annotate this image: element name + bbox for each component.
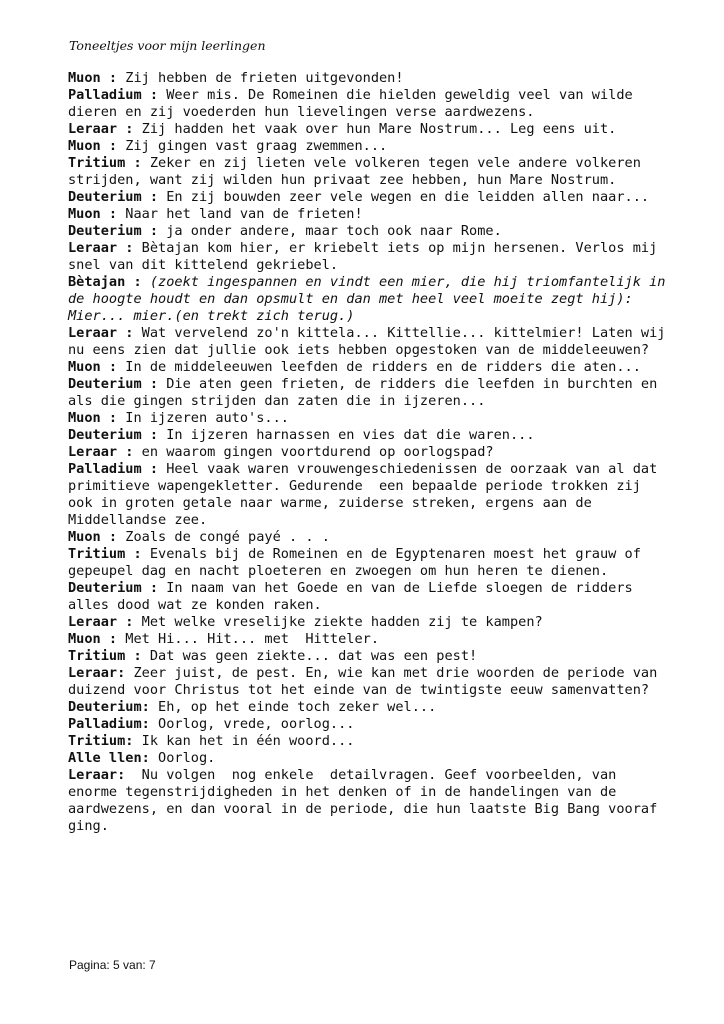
dialogue-line [68,155,668,189]
speaker-name: Muon : [68,410,118,426]
speaker-name: Palladium : [68,461,159,477]
spoken-text: Zij hebben de frieten uitgevonden! [117,70,404,86]
spoken-text: Evenals bij de Romeinen en de Egyptenaren moest het grauw of gepeupel dag en nacht ploeteren en zwoegen om hun heren te dienen. [68,546,650,579]
spoken-text: Zij gingen vast graag zwemmen... [117,138,388,154]
speaker-name: Muon : [68,631,118,647]
dialogue-line [68,546,668,580]
spoken-text: In de middeleeuwen leefden de ridders en de ridders die aten... [117,359,641,375]
spoken-text: Ik kan het in één woord... [133,733,355,749]
spoken-text: Dat was geen ziekte... dat was een pest! [141,648,478,664]
dialogue-line [68,189,668,206]
dialogue-body [68,70,674,835]
speaker-name: Palladium: [68,716,150,732]
speaker-name: Leraar: [68,665,126,681]
spoken-text: ja onder andere, maar toch ook naar Rome. [158,223,502,239]
speaker-name: Muon : [68,529,118,545]
speaker-name: Muon : [68,206,118,222]
dialogue-line [68,631,668,648]
speaker-name: Bètajan : [68,274,142,290]
spoken-text: En zij bouwden zeer vele wegen en die leidden allen naar... [158,189,650,205]
speaker-name: Leraar : [68,325,134,341]
dialogue-line [68,376,668,410]
dialogue-line [68,614,668,631]
speaker-name: Tritium : [68,155,142,171]
running-header: Toneeltjes voor mijn leerlingen [69,38,266,53]
speaker-name: Muon : [68,70,118,86]
spoken-text: Zeer juist, de pest. En, wie kan met drie woorden de periode van duizend voor Christus tot het einde van de twintigste eeuw samenvatten? [68,665,666,698]
spoken-text: In ijzeren auto's... [117,410,289,426]
spoken-text: Naar het land van de frieten! [117,206,363,222]
dialogue-line [68,750,668,767]
dialogue-line [68,410,668,427]
speaker-name: Leraar: [68,767,126,783]
speaker-name: Tritium: [68,733,134,749]
speaker-name: Leraar : [68,240,134,256]
page-number: Pagina: 5 van: 7 [69,958,156,972]
dialogue-line [68,240,668,274]
dialogue-line [68,665,668,699]
speaker-name: Deuterium : [68,223,159,239]
dialogue-line [68,121,668,138]
speaker-name: Muon : [68,138,118,154]
dialogue-line [68,444,668,461]
dialogue-line [68,648,668,665]
speaker-name: Deuterium: [68,699,150,715]
speaker-name: Deuterium : [68,427,159,443]
dialogue-line [68,206,668,223]
dialogue-line [68,580,668,614]
spoken-text: Eh, op het einde toch zeker wel... [149,699,437,715]
dialogue-line [68,767,668,835]
speaker-name: Palladium : [68,87,159,103]
speaker-name: Leraar : [68,444,134,460]
spoken-text: Met Hi... Hit... met Hitteler. [117,631,380,647]
dialogue-line [68,223,668,240]
speaker-name: Leraar : [68,614,134,630]
dialogue-line [68,87,668,121]
speaker-name: Tritium : [68,546,142,562]
spoken-text: Oorlog, vrede, oorlog... [149,716,355,732]
dialogue-line [68,461,668,529]
dialogue-line [68,138,668,155]
spoken-text: Die aten geen frieten, de ridders die leefden in burchten en als die gingen strijden dan zaten die in ijzeren... [68,376,666,409]
speaker-name: Tritium : [68,648,142,664]
spoken-text: Bètajan kom hier, er kriebelt iets op mijn hersenen. Verlos mij snel van dit kittelend gekriebel. [68,240,666,273]
spoken-text: Nu volgen nog enkele detailvragen. Geef voorbeelden, van enorme tegenstrijdigheden in het denken of in de handelingen van de aardwezens, en dan vooral in de periode, die hun laatste Big Bang vooraf ging. [68,767,666,834]
speaker-name: Deuterium : [68,376,159,392]
speaker-name: Alle llen: [68,750,150,766]
speaker-name: Deuterium : [68,189,159,205]
dialogue-line [68,359,668,376]
spoken-text: In ijzeren harnassen en vies dat die waren... [158,427,535,443]
speaker-name: Muon : [68,359,118,375]
spoken-text: Heel vaak waren vrouwengeschiedenissen de oorzaak van al dat primitieve wapengekletter. Gedurende een bepaalde periode trokken zij ook in groten getale naar warme, zuiderse streken, ergens aan de Middellandse zee. [68,461,666,528]
spoken-text: en waarom gingen voortdurend op oorlogspad? [133,444,494,460]
spoken-text: Zeker en zij lieten vele volkeren tegen vele andere volkeren strijden, want zij wilden hun privaat zee hebben, hun Mare Nostrum. [68,155,650,188]
spoken-text: Met welke vreselijke ziekte hadden zij te kampen? [133,614,543,630]
spoken-text: Oorlog. [149,750,216,766]
spoken-text: Weer mis. De Romeinen die hielden geweldig veel van wilde dieren en zij voederden hun lievelingen verse aardwezens. [68,87,641,120]
speaker-name: Leraar : [68,121,134,137]
spoken-text: In naam van het Goede en van de Liefde sloegen de ridders alles dood wat ze konden raken. [68,580,641,613]
dialogue-line [68,274,674,325]
dialogue-line [68,427,668,444]
dialogue-line [68,699,668,716]
spoken-text: Wat vervelend zo'n kittela... Kittellie... kittelmier! Laten wij nu eens zien dat jullie ook iets hebben opgestoken van de middeleeuwen? [68,325,674,358]
stage-direction: (zoekt ingespannen en vindt een mier, die hij triomfantelijk in de hoogte houdt en dan opsmult en dan met heel veel moeite zegt hij): Mier... mier.(en trekt zich terug.) [68,274,674,324]
dialogue-line [68,325,674,359]
dialogue-line [68,70,668,87]
dialogue-line [68,529,668,546]
spoken-text: Zoals de congé payé . . . [117,529,330,545]
dialogue-line [68,716,668,733]
speaker-name: Deuterium : [68,580,159,596]
dialogue-line [68,733,668,750]
spoken-text: Zij hadden het vaak over hun Mare Nostrum... Leg eens uit. [133,121,617,137]
